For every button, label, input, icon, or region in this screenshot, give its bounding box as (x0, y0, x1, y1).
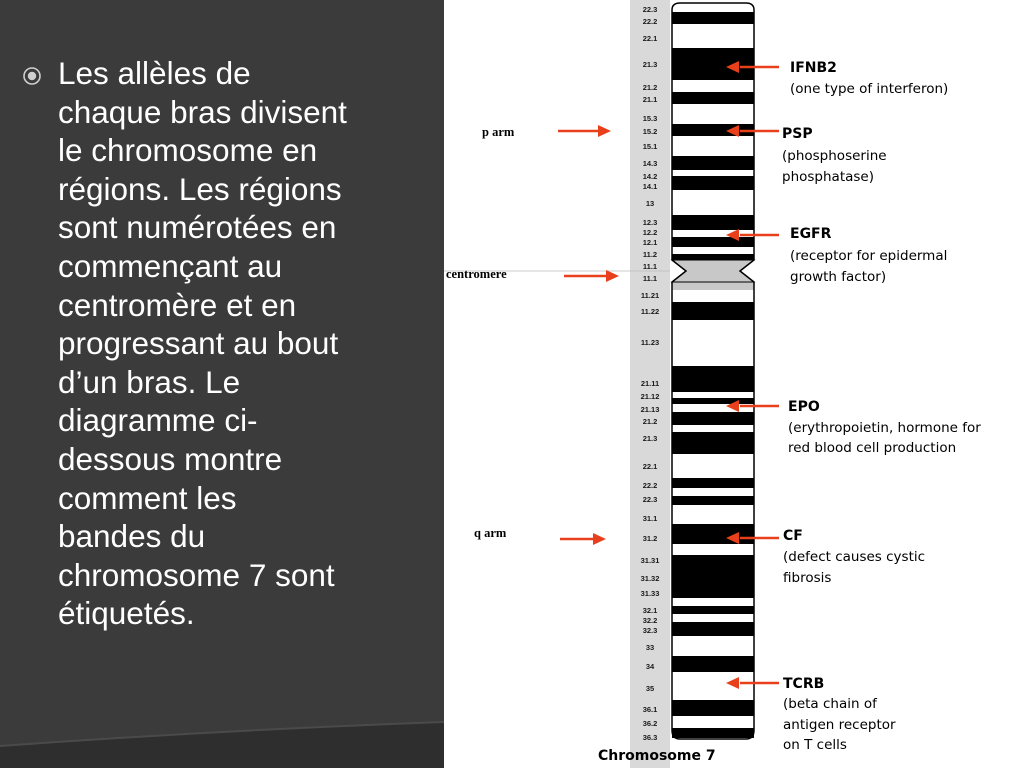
chromosome-band (672, 247, 754, 254)
p-arm-label: p arm (482, 125, 515, 139)
text-line: bandes du (58, 518, 206, 555)
chromosome-diagram (444, 0, 1024, 768)
gene-name-tcrb: TCRB (783, 676, 825, 692)
chromosome-band (672, 425, 754, 432)
chromosome-band (672, 170, 754, 176)
chromosome-band (672, 478, 754, 488)
band-label: 21.11 (640, 379, 660, 388)
gene-desc-line: on T cells (783, 737, 847, 753)
q-arm-label: q arm (474, 526, 507, 540)
chromosome-band (672, 716, 754, 728)
chromosome-bands (672, 3, 754, 739)
chromosome-band (672, 614, 754, 622)
chromosome-band (672, 24, 754, 48)
band-label: 21.2 (642, 417, 658, 426)
chromosome-band (672, 700, 754, 716)
band-label: 13 (645, 199, 655, 208)
text-line: sont numérotées en (58, 209, 337, 246)
text-line: chromosome 7 sont (58, 556, 335, 593)
band-label: 21.3 (642, 60, 658, 69)
band-label: 11.23 (640, 338, 660, 347)
band-label: 32.1 (642, 606, 658, 615)
chromosome-band (672, 48, 754, 80)
band-label: 12.3 (642, 218, 658, 227)
centromere-arrow-icon (564, 270, 619, 282)
band-label: 36.3 (642, 733, 658, 742)
chromosome-band (672, 320, 754, 366)
chromosome-band (672, 728, 754, 738)
band-label: 31.33 (640, 589, 660, 598)
band-label: 12.2 (642, 228, 658, 237)
text-line: progressant au bout (58, 325, 339, 362)
gene-desc-line: growth factor) (790, 269, 887, 285)
text-line: comment les (58, 479, 237, 516)
chromosome-band (672, 656, 754, 672)
chromosome-band (672, 190, 754, 215)
chromosome-band (672, 156, 754, 170)
chromosome-band (672, 488, 754, 496)
chromosome-band (672, 412, 754, 425)
text-line: le chromosome en (58, 132, 318, 169)
band-label: 31.32 (640, 574, 660, 583)
band-label: 14.3 (642, 159, 658, 168)
band-label: 15.1 (642, 142, 658, 151)
centromere-label: centromere (446, 267, 507, 281)
gene-desc-line: fibrosis (783, 570, 832, 586)
gene-desc-line: (one type of interferon) (790, 81, 949, 97)
text-panel (0, 0, 444, 768)
band-label: 22.2 (642, 481, 658, 490)
band-label: 11.21 (640, 291, 660, 300)
chromosome-band (672, 432, 754, 454)
chromosome-band (672, 290, 754, 302)
chromosome-band (672, 254, 754, 260)
chromosome-band (672, 215, 754, 230)
chromosome-band (672, 3, 754, 12)
chromosome-band (672, 104, 754, 124)
gene-name-ifnb2: IFNB2 (790, 60, 837, 76)
chromosome-band (672, 92, 754, 104)
text-line: diagramme ci- (58, 402, 258, 439)
band-label: 22.1 (642, 462, 658, 471)
text-line: régions. Les régions (58, 170, 342, 207)
gene-name-epo: EPO (788, 399, 820, 415)
text-line: étiquetés. (58, 595, 195, 632)
band-label: 22.1 (642, 34, 658, 43)
band-label: 22.3 (642, 5, 658, 14)
band-label: 15.2 (642, 127, 658, 136)
chromosome-band (672, 302, 754, 320)
chromosome-band (672, 496, 754, 505)
band-label: 36.1 (642, 705, 658, 714)
band-label: 31.2 (642, 534, 658, 543)
band-label: 31.1 (642, 514, 658, 523)
circle-bullet-icon (22, 66, 42, 86)
band-label: 34 (645, 662, 655, 671)
chromosome-band (672, 555, 754, 598)
band-label: 33 (645, 643, 655, 652)
band-label: 15.3 (642, 114, 658, 123)
chromosome-band (672, 398, 754, 404)
chromosome-figure (444, 0, 1024, 768)
centromere-constriction (672, 260, 754, 282)
band-label: 22.2 (642, 17, 658, 26)
band-label: 12.1 (642, 238, 658, 247)
band-label: 14.1 (642, 182, 658, 191)
gene-desc-line: antigen receptor (783, 717, 896, 733)
band-label: 21.2 (642, 83, 658, 92)
q-arm-arrow-icon (560, 533, 606, 545)
gene-desc-line: (defect causes cystic (783, 549, 926, 565)
band-label: 31.31 (640, 556, 660, 565)
chromosome-band (672, 544, 754, 555)
text-line: Les allèles de (58, 55, 251, 91)
slide-body-text (58, 54, 430, 633)
band-label: 32.2 (642, 616, 658, 625)
decorative-swoosh (0, 708, 444, 768)
gene-desc-line: phosphatase) (782, 169, 874, 185)
gene-labels (782, 60, 981, 753)
band-label: 21.3 (642, 434, 658, 443)
text-line: dessous montre (58, 440, 283, 477)
gene-name-egfr: EGFR (790, 226, 832, 242)
gene-desc-line: red blood cell production (788, 440, 957, 456)
band-label: 32.3 (642, 626, 658, 635)
chromosome-band (672, 606, 754, 614)
gene-desc-line: (phosphoserine (782, 148, 887, 164)
chromosome-band (672, 176, 754, 190)
text-line: commençant au (58, 247, 283, 284)
p-arm-arrow-icon (558, 125, 611, 137)
chromosome-band (672, 454, 754, 478)
gene-desc-line: (beta chain of (783, 696, 877, 712)
band-label: 36.2 (642, 719, 658, 728)
text-line: chaque bras divisent (58, 93, 347, 130)
band-label: 21.12 (640, 392, 660, 401)
gene-name-psp: PSP (782, 126, 813, 142)
gene-name-cf: CF (783, 528, 803, 544)
band-label: 11.22 (640, 307, 660, 316)
text-line: centromère et en (58, 286, 297, 323)
band-label: 35 (645, 684, 655, 693)
chromosome-band (672, 12, 754, 24)
left-arrows (558, 125, 619, 545)
band-label: 14.2 (642, 172, 658, 181)
band-label: 21.13 (640, 405, 660, 414)
figure-title: Chromosome 7 (598, 748, 716, 764)
chromosome-band (672, 672, 754, 700)
band-label: 11.1 (642, 262, 658, 271)
chromosome-band (672, 80, 754, 92)
chromosome-band (672, 524, 754, 544)
chromosome-band (672, 392, 754, 398)
chromosome-band (672, 636, 754, 656)
gene-desc-line: (erythropoietin, hormone for (788, 420, 981, 436)
chromosome-band (672, 237, 754, 247)
band-label: 21.1 (642, 95, 658, 104)
chromosome-band (672, 505, 754, 524)
gene-desc-line: (receptor for epidermal (790, 248, 948, 264)
chromosome-band (672, 598, 754, 606)
band-label: 11.1 (642, 274, 658, 283)
chromosome-band (672, 136, 754, 156)
chromosome-band (672, 366, 754, 392)
text-line: d’un bras. Le (58, 363, 241, 400)
band-label: 22.3 (642, 495, 658, 504)
band-label: 11.2 (642, 250, 658, 259)
chromosome-band (672, 282, 754, 290)
chromosome-band (672, 622, 754, 636)
